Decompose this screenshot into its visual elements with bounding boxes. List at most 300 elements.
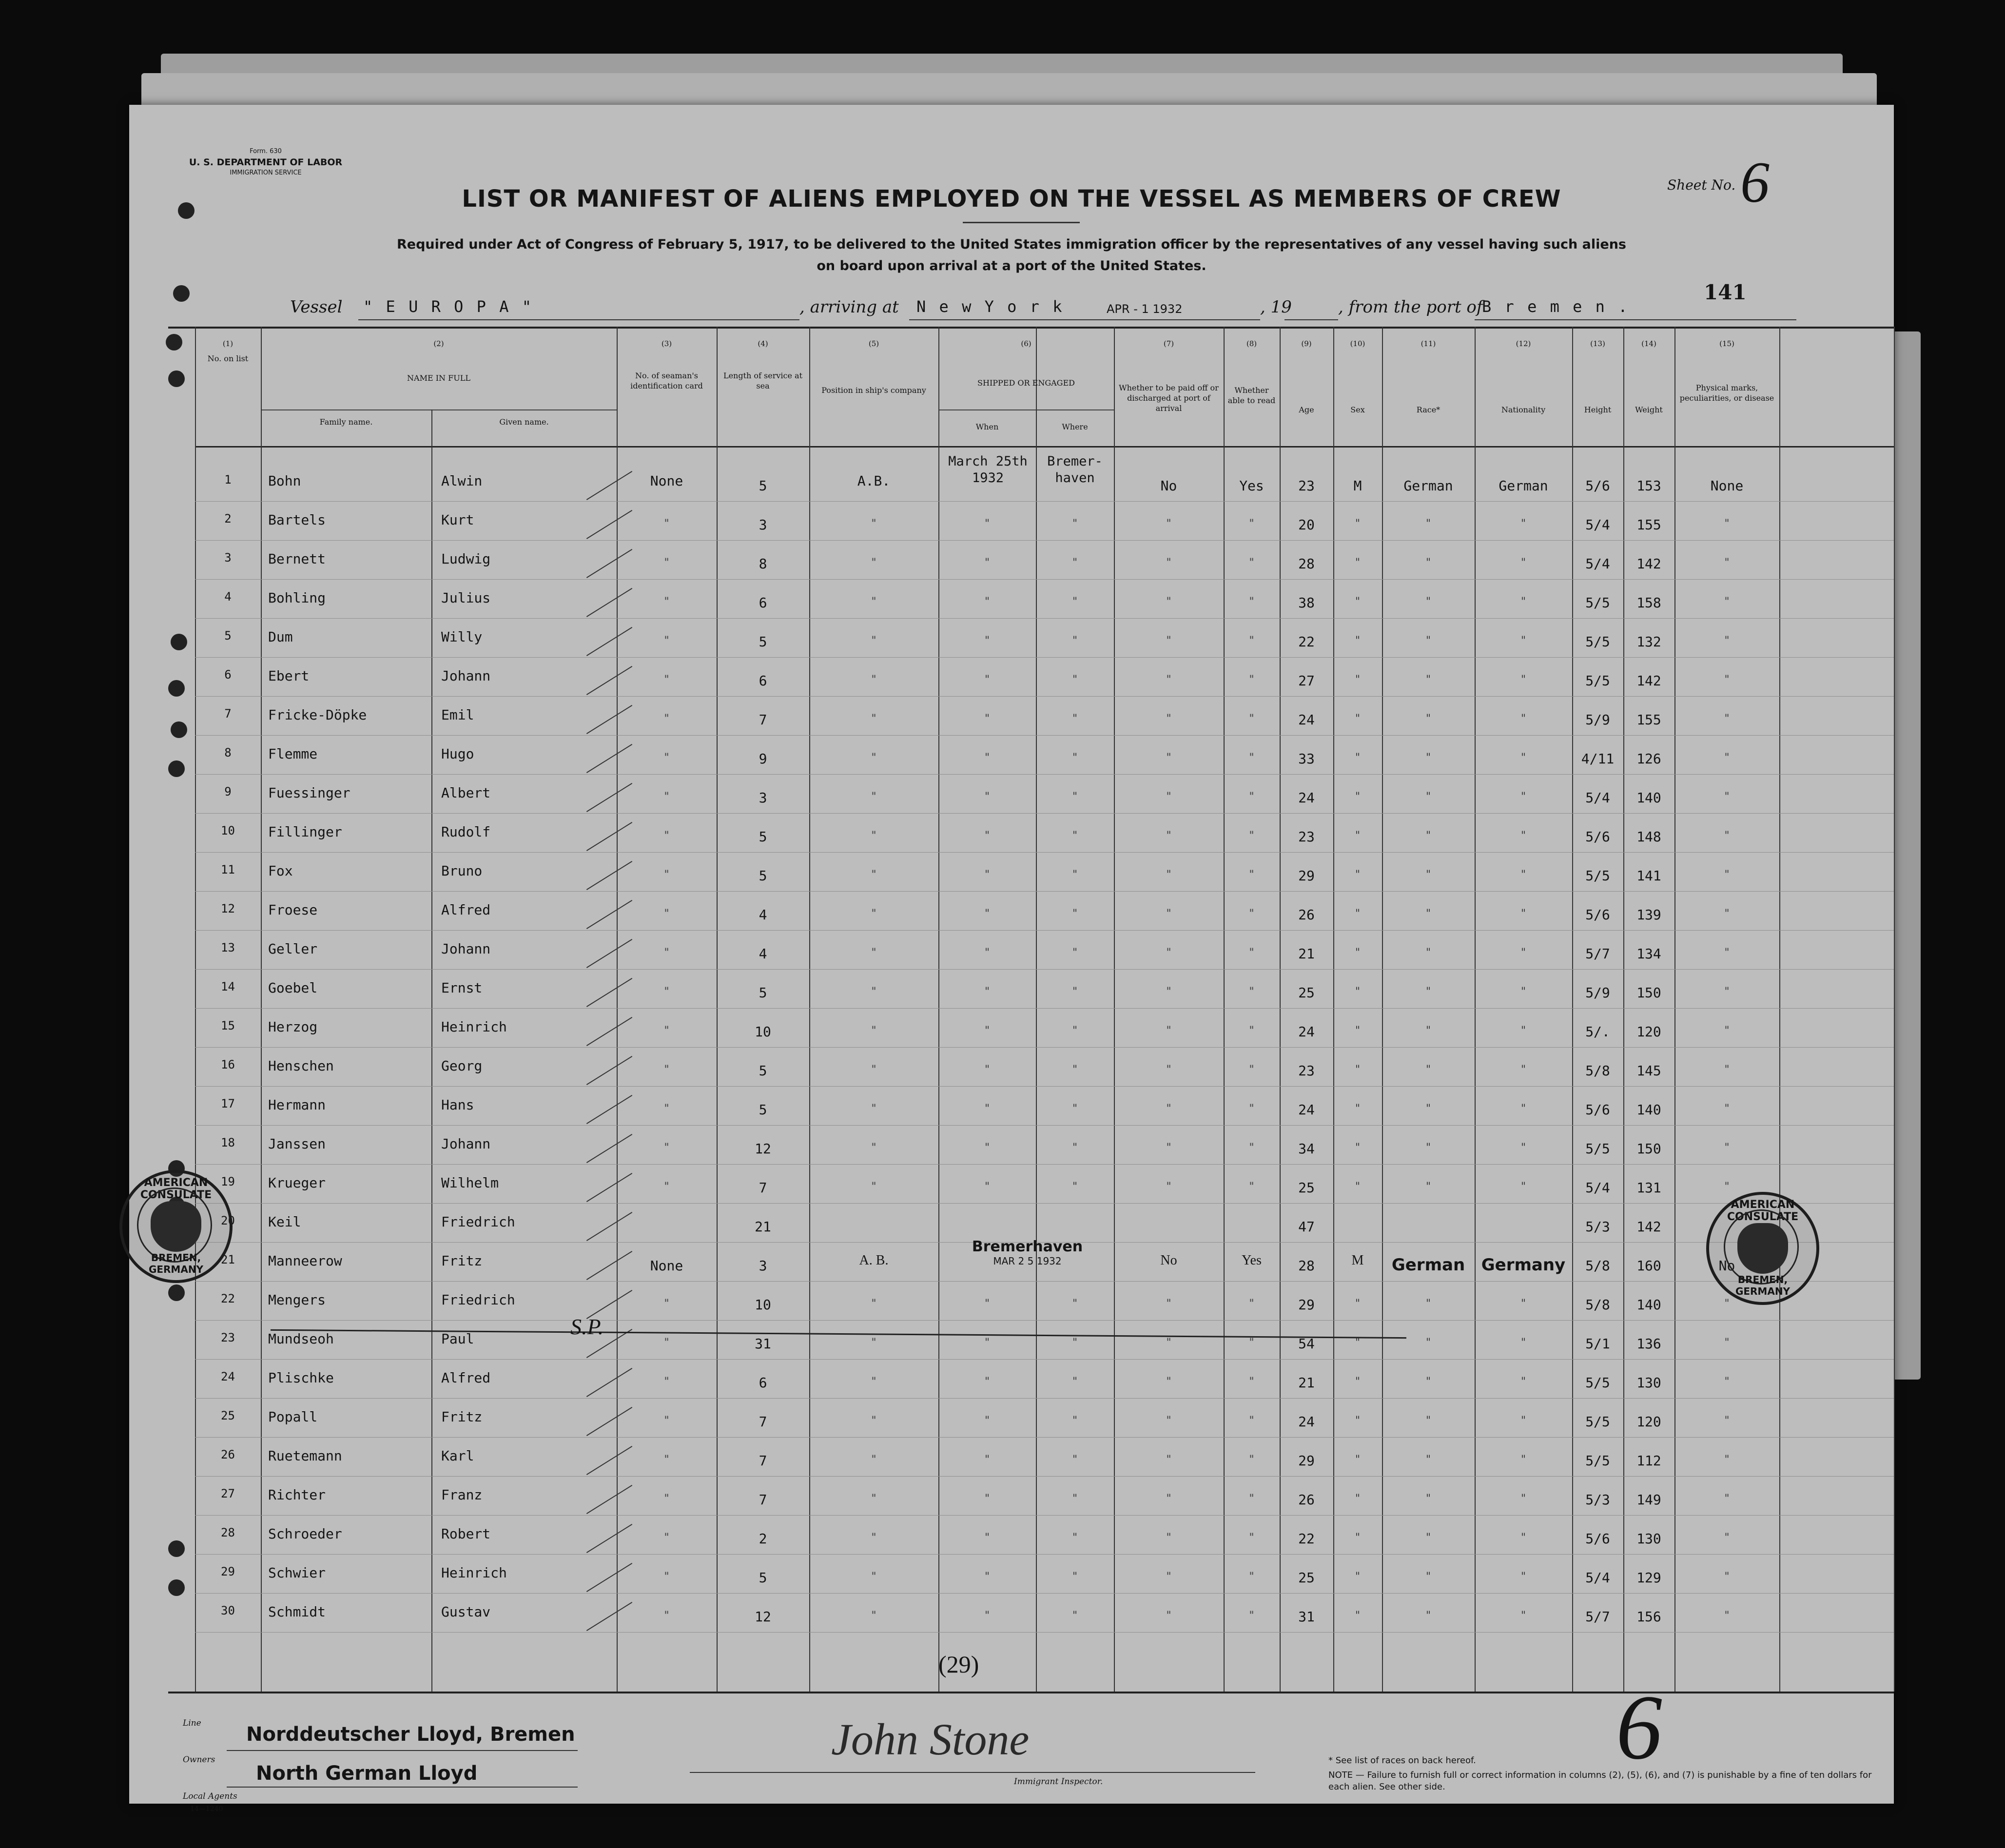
punch-hole xyxy=(171,721,187,738)
service-length: 8 xyxy=(759,556,767,572)
where-ditto: " xyxy=(1071,1571,1078,1583)
when-ditto: " xyxy=(984,947,991,959)
column-number-c10: (10) xyxy=(1350,339,1365,348)
column-header-c11: Race* xyxy=(1416,405,1440,414)
row-number: 6 xyxy=(224,668,232,681)
title-rule xyxy=(963,222,1080,223)
weight: 120 xyxy=(1636,1024,1661,1040)
position-ditto: " xyxy=(870,1454,877,1466)
position: A. B. xyxy=(859,1253,889,1268)
service-length: 21 xyxy=(755,1219,771,1235)
paid-off-ditto: " xyxy=(1165,1298,1172,1310)
id-card-ditto: " xyxy=(663,596,670,608)
row-number: 20 xyxy=(221,1214,235,1227)
shipped-subheader-rule xyxy=(938,409,1114,410)
row-number: 24 xyxy=(221,1370,235,1383)
id-card-ditto: " xyxy=(663,869,670,881)
nationality-ditto: " xyxy=(1520,908,1527,920)
marks-ditto: " xyxy=(1723,518,1731,530)
height: 5/6 xyxy=(1585,829,1610,845)
read-ditto: " xyxy=(1248,1298,1255,1310)
paid-off-ditto: " xyxy=(1165,908,1172,920)
height: 5/3 xyxy=(1585,1219,1610,1235)
where-ditto: " xyxy=(1071,1376,1078,1388)
position-ditto: " xyxy=(870,1610,877,1622)
paid-off-ditto: " xyxy=(1165,596,1172,608)
column-header-c6: SHIPPED OR ENGAGED xyxy=(977,378,1075,388)
column-header-c9: Age xyxy=(1299,405,1314,414)
where-ditto: " xyxy=(1071,1337,1078,1349)
marks-ditto: " xyxy=(1723,1181,1731,1193)
position-ditto: " xyxy=(870,830,877,842)
marks-ditto: " xyxy=(1723,986,1731,998)
marks-ditto: " xyxy=(1723,830,1731,842)
row-number: 23 xyxy=(221,1331,235,1344)
family-name: Hermann xyxy=(268,1097,326,1113)
row-rule xyxy=(195,774,1894,775)
column-number-c14: (14) xyxy=(1641,339,1656,348)
row-number: 19 xyxy=(221,1175,235,1188)
from-label xyxy=(1338,297,1482,317)
id-card-ditto: " xyxy=(663,752,670,764)
when-ditto: " xyxy=(984,1376,991,1388)
column-header-c10: Sex xyxy=(1350,405,1365,414)
read-ditto: " xyxy=(1248,1376,1255,1388)
service-length: 2 xyxy=(759,1531,767,1547)
column-divider xyxy=(1382,327,1383,1692)
sex-ditto: " xyxy=(1354,791,1361,803)
agents-label: Local Agents xyxy=(183,1791,237,1801)
row-number: 18 xyxy=(221,1136,235,1149)
service-length: 5 xyxy=(759,868,767,884)
row-rule xyxy=(195,618,1894,619)
age: 54 xyxy=(1298,1336,1315,1352)
sex-ditto: " xyxy=(1354,1571,1361,1583)
given-name: Kurt xyxy=(441,512,474,528)
race-ditto: " xyxy=(1425,1571,1432,1583)
position-ditto: " xyxy=(870,869,877,881)
read-ditto: " xyxy=(1248,1493,1255,1505)
read-ditto: " xyxy=(1248,596,1255,608)
row-number: 12 xyxy=(221,902,235,915)
sheet-label: Sheet No. xyxy=(1667,177,1736,193)
when-ditto: " xyxy=(984,1415,991,1427)
marks-ditto: " xyxy=(1723,1454,1731,1466)
weight: 141 xyxy=(1636,868,1661,884)
form-number: Form. 630 xyxy=(250,148,282,155)
race: German xyxy=(1403,478,1453,494)
given-name: Johann xyxy=(441,668,491,684)
where-ditto: " xyxy=(1071,947,1078,959)
race-ditto: " xyxy=(1425,908,1432,920)
service-length: 12 xyxy=(755,1609,771,1625)
height: 5/8 xyxy=(1585,1063,1610,1079)
column-number-c4: (4) xyxy=(758,339,768,348)
read-ditto: " xyxy=(1248,830,1255,842)
row-rule xyxy=(195,891,1894,892)
where-ditto: " xyxy=(1071,1103,1078,1115)
sex-ditto: " xyxy=(1354,1415,1361,1427)
weight: 134 xyxy=(1636,946,1661,962)
id-card-ditto: " xyxy=(663,1376,670,1388)
weight: 139 xyxy=(1636,907,1661,923)
race-ditto: " xyxy=(1425,518,1432,530)
when-ditto: " xyxy=(984,557,991,569)
read-ditto: " xyxy=(1248,791,1255,803)
stamp-text-top: AMERICAN CONSULATE xyxy=(1727,1199,1799,1223)
where-ditto: " xyxy=(1071,596,1078,608)
shipped-where: Bremerhaven xyxy=(972,1238,1083,1255)
service-length: 3 xyxy=(759,790,767,806)
age: 24 xyxy=(1298,1414,1315,1430)
family-name: Fox xyxy=(268,863,293,879)
race-ditto: " xyxy=(1425,752,1432,764)
height: 5/6 xyxy=(1585,1531,1610,1547)
family-name: Ebert xyxy=(268,668,310,684)
given-name: Alwin xyxy=(441,473,483,489)
given-name: Emil xyxy=(441,707,474,723)
nationality-ditto: " xyxy=(1520,713,1527,725)
age: 23 xyxy=(1298,478,1315,494)
race-ditto: " xyxy=(1425,1064,1432,1076)
departure-port: B r e m e n . xyxy=(1482,297,1630,316)
row-number: 26 xyxy=(221,1448,235,1461)
given-name: Fritz xyxy=(441,1409,483,1425)
height: 5/5 xyxy=(1585,868,1610,884)
paid-off-ditto: " xyxy=(1165,557,1172,569)
service-length: 7 xyxy=(759,1414,767,1430)
column-divider xyxy=(1114,327,1115,1692)
where-ditto: " xyxy=(1071,1415,1078,1427)
age: 29 xyxy=(1298,1453,1315,1469)
given-name: Gustav xyxy=(441,1604,491,1620)
family-name: Froese xyxy=(268,902,318,918)
read-ditto: " xyxy=(1248,1142,1255,1154)
paid-off-ditto: " xyxy=(1165,791,1172,803)
height: 5/9 xyxy=(1585,712,1610,728)
column-divider xyxy=(1674,327,1675,1692)
when-ditto: " xyxy=(984,752,991,764)
shipping-line: Norddeutscher Lloyd, Bremen xyxy=(246,1723,575,1746)
race: German xyxy=(1391,1255,1465,1275)
family-name: Bartels xyxy=(268,512,326,528)
paid-off-ditto: " xyxy=(1165,1493,1172,1505)
height: 5/8 xyxy=(1585,1258,1610,1274)
paid-off-ditto: " xyxy=(1165,1610,1172,1622)
height: 5/5 xyxy=(1585,673,1610,689)
where-ditto: " xyxy=(1071,908,1078,920)
sex-ditto: " xyxy=(1354,1454,1361,1466)
physical-marks: None xyxy=(1710,478,1744,494)
punch-hole xyxy=(168,760,185,777)
nationality-ditto: " xyxy=(1520,947,1527,959)
race-ditto: " xyxy=(1425,674,1432,686)
header-bottom-rule xyxy=(195,446,1894,447)
punch-hole xyxy=(168,1579,185,1596)
weight: 153 xyxy=(1636,478,1661,494)
weight: 140 xyxy=(1636,1102,1661,1118)
given-name: Rudolf xyxy=(441,824,491,840)
row-number: 13 xyxy=(221,941,235,954)
given-name: Robert xyxy=(441,1526,491,1542)
height: 5/5 xyxy=(1585,1453,1610,1469)
nationality-ditto: " xyxy=(1520,791,1527,803)
row-number: 14 xyxy=(221,980,235,993)
height: 5/9 xyxy=(1585,985,1610,1001)
service-length: 4 xyxy=(759,907,767,923)
punch-hole xyxy=(173,285,190,302)
physical-marks: No xyxy=(1718,1258,1735,1274)
fine-note: NOTE — Failure to furnish full or correct information in columns (2), (5), (6), and (7) is punishable by a fine of ten dollars for each alien. See other side. xyxy=(1328,1770,1872,1792)
where-ditto: " xyxy=(1071,635,1078,647)
row-number: 9 xyxy=(224,785,232,798)
row-number: 28 xyxy=(221,1526,235,1539)
id-card-ditto: " xyxy=(663,1064,670,1076)
age: 24 xyxy=(1298,1102,1315,1118)
id-card-ditto: " xyxy=(663,1571,670,1583)
punch-hole xyxy=(168,1284,185,1301)
punch-hole xyxy=(166,334,182,350)
nationality-ditto: " xyxy=(1520,596,1527,608)
able-to-read: Yes xyxy=(1239,478,1264,494)
vessel-label-text: Vessel xyxy=(290,297,343,317)
id-card-ditto: " xyxy=(663,1493,670,1505)
race-ditto: " xyxy=(1425,1454,1432,1466)
marks-ditto: " xyxy=(1723,1571,1731,1583)
weight: 155 xyxy=(1636,712,1661,728)
service-length: 6 xyxy=(759,595,767,611)
where-ditto: " xyxy=(1071,1298,1078,1310)
age: 24 xyxy=(1298,712,1315,728)
age: 31 xyxy=(1298,1609,1315,1625)
race-ditto: " xyxy=(1425,830,1432,842)
race-ditto: " xyxy=(1425,1181,1432,1193)
row-rule xyxy=(195,540,1894,541)
row-rule xyxy=(195,1164,1894,1165)
row-rule xyxy=(195,1047,1894,1048)
age: 28 xyxy=(1298,1258,1315,1274)
id-card-ditto: " xyxy=(663,557,670,569)
sex-ditto: " xyxy=(1354,1376,1361,1388)
read-ditto: " xyxy=(1248,1571,1255,1583)
read-ditto: " xyxy=(1248,869,1255,881)
race-ditto: " xyxy=(1425,1142,1432,1154)
marks-ditto: " xyxy=(1723,1415,1731,1427)
sex-ditto: " xyxy=(1354,674,1361,686)
read-ditto: " xyxy=(1248,713,1255,725)
row-number: 30 xyxy=(221,1604,235,1617)
given-name: Franz xyxy=(441,1487,483,1503)
family-name: Geller xyxy=(268,941,318,957)
service-length: 7 xyxy=(759,1453,767,1469)
row-rule xyxy=(195,1125,1894,1126)
nationality-ditto: " xyxy=(1520,1181,1527,1193)
sex-ditto: " xyxy=(1354,869,1361,881)
service-length: 3 xyxy=(759,517,767,533)
age: 23 xyxy=(1298,829,1315,845)
age: 47 xyxy=(1298,1219,1315,1235)
age: 26 xyxy=(1298,907,1315,923)
subtitle-line-1: Required under Act of Congress of February 5, 1917, to be delivered to the United States immigration officer by the representatives of any vessel having such aliens xyxy=(396,237,1626,252)
service-length: 4 xyxy=(759,946,767,962)
family-name: Manneerow xyxy=(268,1253,342,1269)
family-name: Janssen xyxy=(268,1136,326,1152)
row-number: 15 xyxy=(221,1019,235,1032)
row-rule xyxy=(195,1437,1894,1438)
sex-ditto: " xyxy=(1354,986,1361,998)
sex: M xyxy=(1351,1253,1364,1268)
where-ditto: " xyxy=(1071,1454,1078,1466)
when-ditto: " xyxy=(984,1064,991,1076)
nationality-ditto: " xyxy=(1520,1493,1527,1505)
column-divider xyxy=(938,327,939,1692)
id-card-ditto: " xyxy=(663,1610,670,1622)
column-number-c5: (5) xyxy=(868,339,879,348)
service-length: 7 xyxy=(759,1492,767,1508)
family-name: Dum xyxy=(268,629,293,645)
punch-hole xyxy=(168,370,185,387)
given-name: Friedrich xyxy=(441,1292,515,1308)
column-header-c5: Position in ship's company xyxy=(821,386,926,395)
row-rule xyxy=(195,1632,1894,1633)
age: 28 xyxy=(1298,556,1315,572)
page-title: LIST OR MANIFEST OF ALIENS EMPLOYED ON THE VESSEL AS MEMBERS OF CREW xyxy=(462,185,1561,213)
paid-off-ditto: " xyxy=(1165,1454,1172,1466)
race-note: * See list of races on back hereof. xyxy=(1328,1755,1476,1766)
height: 5/4 xyxy=(1585,556,1610,572)
position-ditto: " xyxy=(870,557,877,569)
weight: 136 xyxy=(1636,1336,1661,1352)
age: 27 xyxy=(1298,673,1315,689)
id-card-ditto: " xyxy=(663,1298,670,1310)
port-underline xyxy=(909,319,1260,320)
eagle-icon xyxy=(1737,1223,1788,1274)
stamp-text-bottom: BREMEN, GERMANY xyxy=(148,1252,204,1275)
marks-ditto: " xyxy=(1723,1376,1731,1388)
paid-off-ditto: " xyxy=(1165,1064,1172,1076)
service-length: 9 xyxy=(759,751,767,767)
nationality-ditto: " xyxy=(1520,752,1527,764)
paid-off-ditto: " xyxy=(1165,635,1172,647)
when-ditto: " xyxy=(984,1142,991,1154)
id-card-ditto: " xyxy=(663,635,670,647)
id-card-ditto: " xyxy=(663,908,670,920)
race-ditto: " xyxy=(1425,635,1432,647)
when-ditto: " xyxy=(984,1103,991,1115)
marks-ditto: " xyxy=(1723,1610,1731,1622)
nationality: German xyxy=(1499,478,1548,494)
weight: 155 xyxy=(1636,517,1661,533)
read-ditto: " xyxy=(1248,518,1255,530)
height: 5/7 xyxy=(1585,946,1610,962)
weight: 150 xyxy=(1636,1141,1661,1157)
owners-underline xyxy=(227,1787,578,1788)
marks-ditto: " xyxy=(1723,1103,1731,1115)
row-rule xyxy=(195,1281,1894,1282)
punch-hole xyxy=(168,1540,185,1557)
row-rule xyxy=(195,1359,1894,1360)
inspector-signature: John Stone xyxy=(831,1714,1030,1764)
marks-ditto: " xyxy=(1723,674,1731,686)
read-ditto: " xyxy=(1248,674,1255,686)
age: 24 xyxy=(1298,790,1315,806)
given-name: Ludwig xyxy=(441,551,491,567)
family-name: Bohling xyxy=(268,590,326,606)
id-card-ditto: " xyxy=(663,674,670,686)
age: 21 xyxy=(1298,946,1315,962)
row-rule xyxy=(195,657,1894,658)
weight: 142 xyxy=(1636,556,1661,572)
family-name: Mundseoh xyxy=(268,1331,334,1347)
row-rule xyxy=(195,1476,1894,1477)
name-subheader-rule xyxy=(261,409,617,410)
read-ditto: " xyxy=(1248,1532,1255,1544)
position-ditto: " xyxy=(870,1532,877,1544)
when-ditto: " xyxy=(984,1610,991,1622)
sex-ditto: " xyxy=(1354,1610,1361,1622)
weight: 131 xyxy=(1636,1180,1661,1196)
height: 5/5 xyxy=(1585,1414,1610,1430)
column-divider xyxy=(1333,327,1334,1692)
height: 5/. xyxy=(1585,1024,1610,1040)
family-name: Fricke-Döpke xyxy=(268,707,367,723)
nationality-ditto: " xyxy=(1520,557,1527,569)
id-card-ditto: " xyxy=(663,1337,670,1349)
race-ditto: " xyxy=(1425,1025,1432,1037)
row-rule xyxy=(195,930,1894,931)
service-length: 31 xyxy=(755,1336,771,1352)
nationality-ditto: " xyxy=(1520,1025,1527,1037)
height: 5/6 xyxy=(1585,1102,1610,1118)
punch-hole xyxy=(171,634,187,650)
marks-ditto: " xyxy=(1723,1493,1731,1505)
arrival-port: N e w Y o r k xyxy=(916,297,1064,316)
family-name: Fuessinger xyxy=(268,785,350,801)
family-name: Fillinger xyxy=(268,824,342,840)
weight: 149 xyxy=(1636,1492,1661,1508)
shipped-where: Bremer- haven xyxy=(1047,454,1103,486)
marks-ditto: " xyxy=(1723,1142,1731,1154)
race-ditto: " xyxy=(1425,1337,1432,1349)
age: 25 xyxy=(1298,1180,1315,1196)
column-header-c7: Whether to be paid off or discharged at port of arrival xyxy=(1119,383,1219,413)
sex-ditto: " xyxy=(1354,908,1361,920)
nationality-ditto: " xyxy=(1520,1337,1527,1349)
shipped-when: March 25th 1932 xyxy=(948,454,1028,486)
column-number-c12: (12) xyxy=(1516,339,1531,348)
position-ditto: " xyxy=(870,986,877,998)
read-ditto: " xyxy=(1248,635,1255,647)
column-header-c15: Physical marks, peculiarities, or disease xyxy=(1679,383,1774,403)
column-number-c6: (6) xyxy=(1021,339,1032,348)
family-name: Krueger xyxy=(268,1175,326,1191)
nationality-ditto: " xyxy=(1520,1454,1527,1466)
id-card: None xyxy=(650,473,683,489)
column-number-c11: (11) xyxy=(1421,339,1436,348)
nationality-ditto: " xyxy=(1520,674,1527,686)
race-ditto: " xyxy=(1425,713,1432,725)
column-divider xyxy=(1779,327,1780,1692)
id-card-ditto: " xyxy=(663,791,670,803)
marks-ditto: " xyxy=(1723,791,1731,803)
row-number: 2 xyxy=(224,512,232,525)
where-ditto: " xyxy=(1071,1064,1078,1076)
given-name: Heinrich xyxy=(441,1565,507,1581)
vessel-label xyxy=(290,297,342,317)
column-divider xyxy=(261,327,262,1692)
paid-off-ditto: " xyxy=(1165,1103,1172,1115)
column-header-c4: Length of service at sea xyxy=(723,371,803,390)
